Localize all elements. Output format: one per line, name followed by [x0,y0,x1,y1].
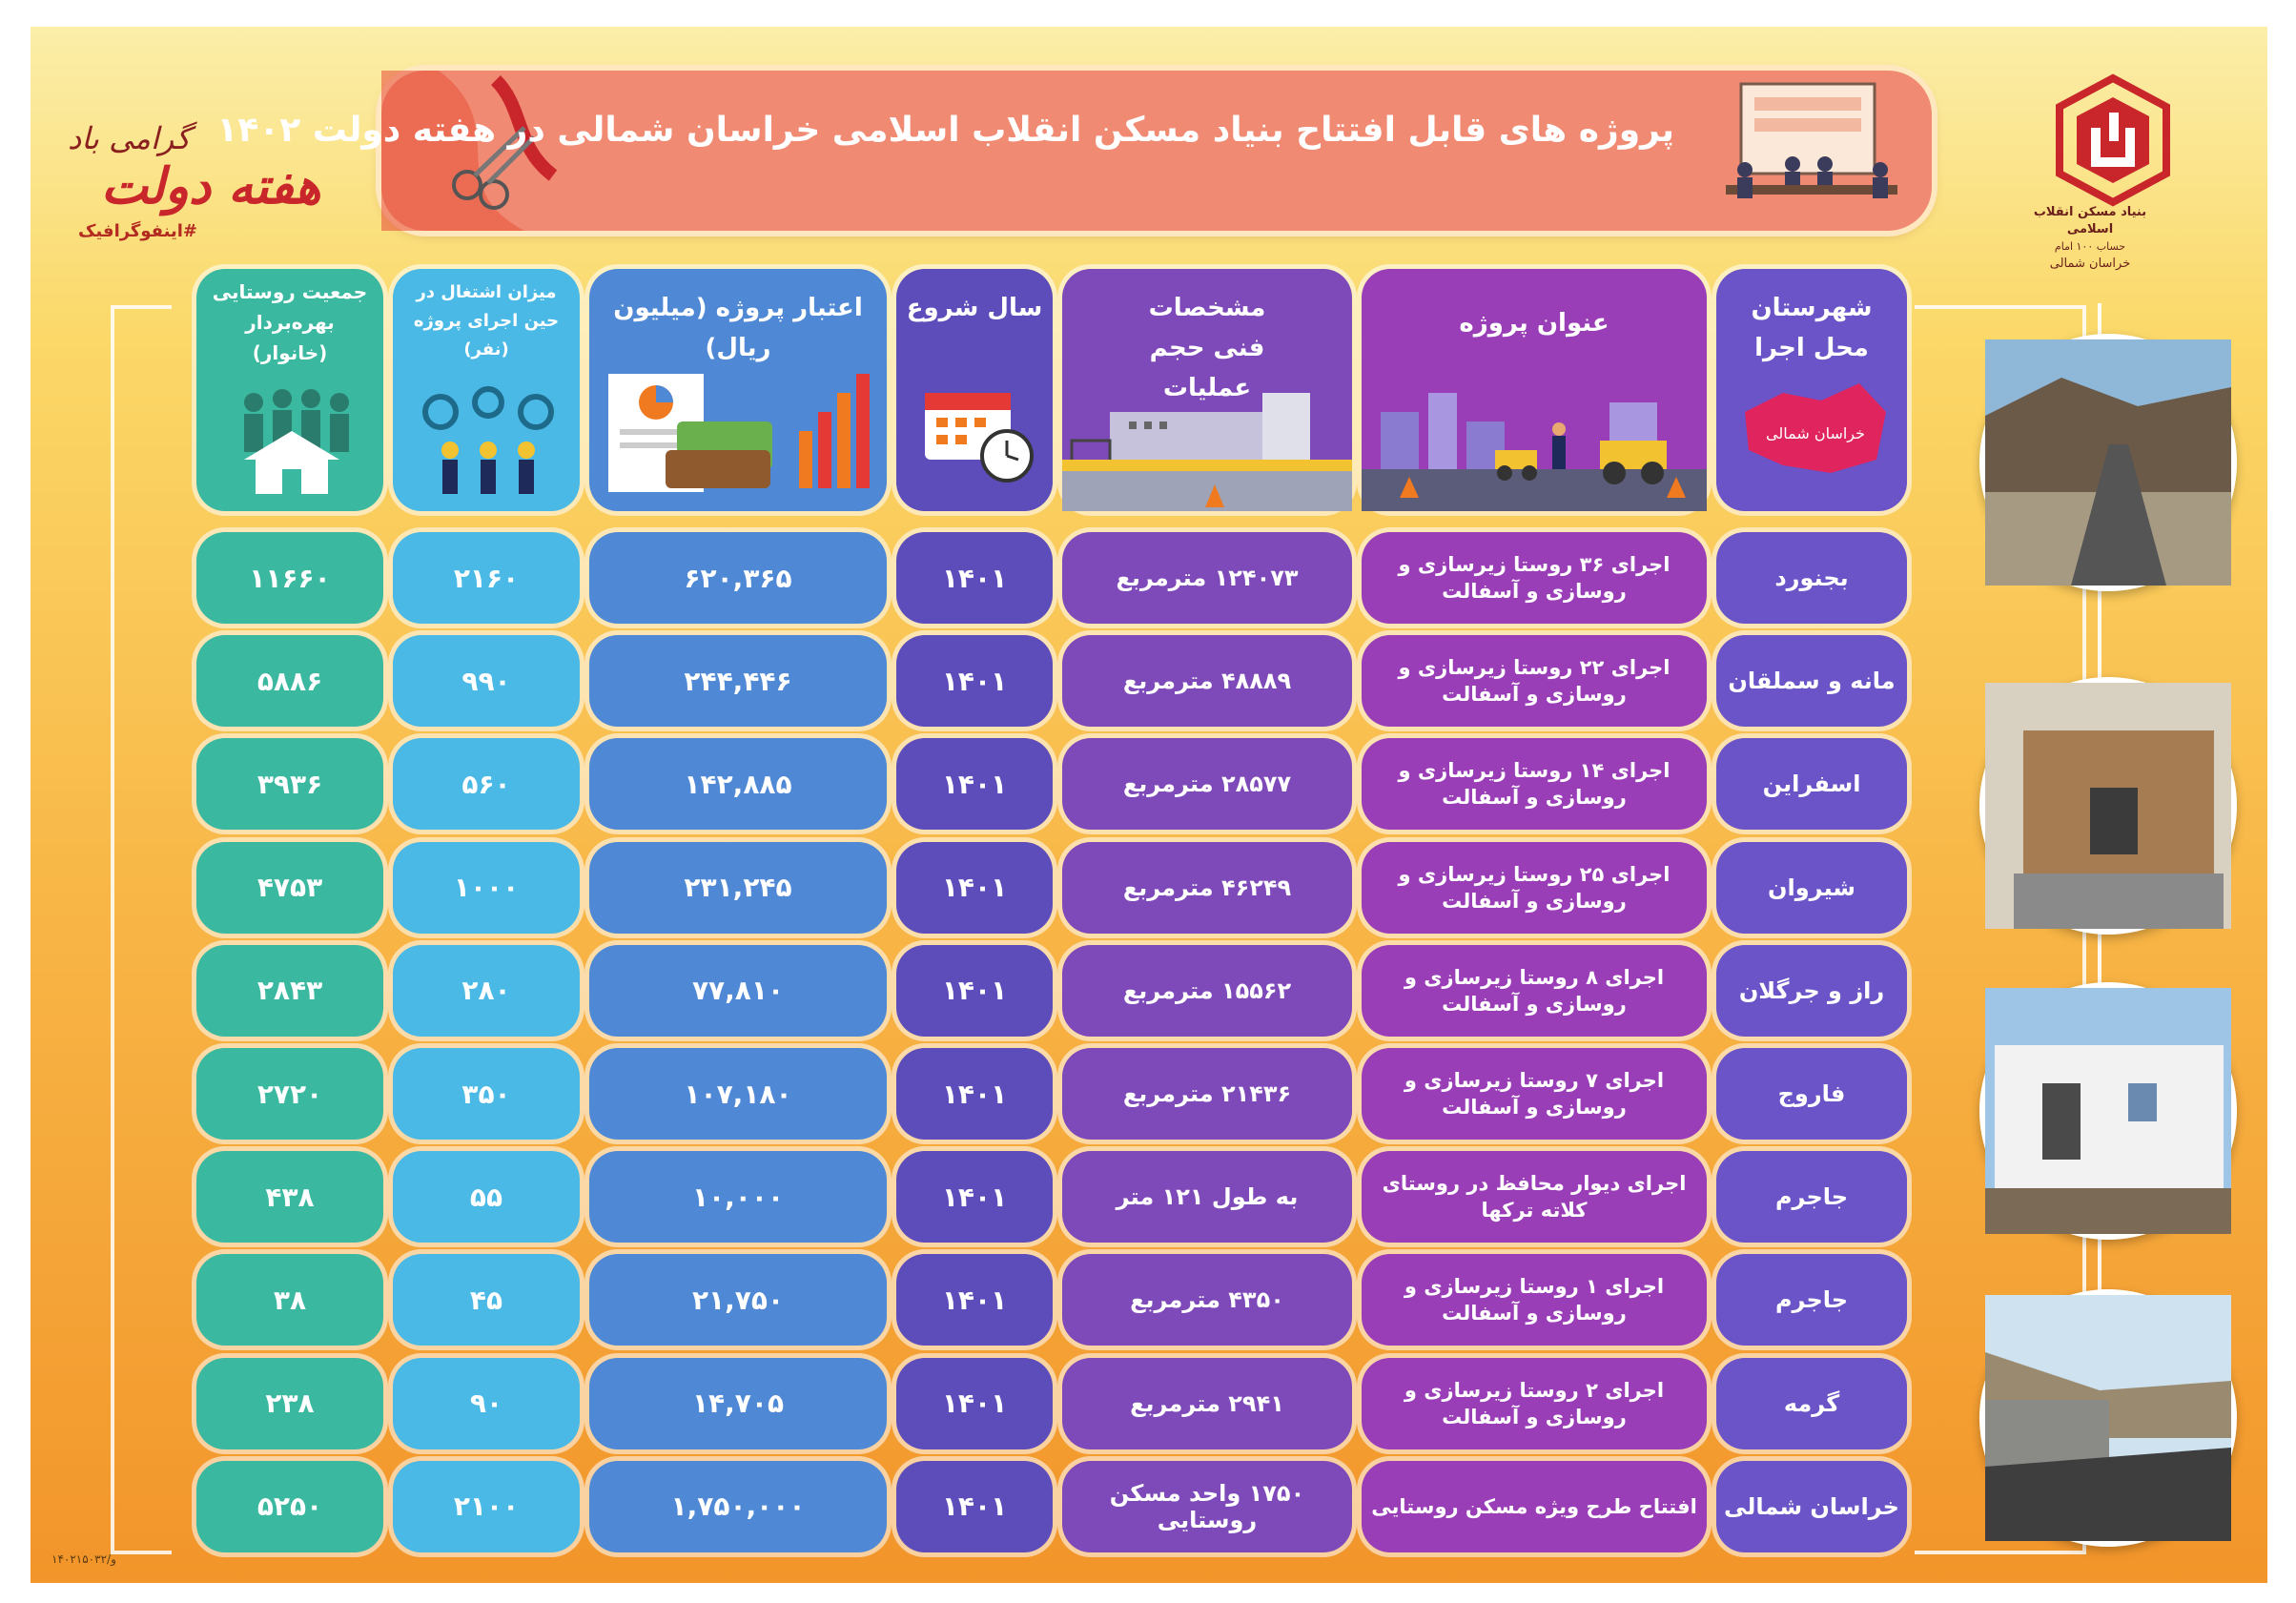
project-title-cell: اجرای ۱ روستا زیرسازی و روسازی و آسفالت [1362,1254,1707,1346]
header-start-year [896,269,1053,511]
project-title-cell: اجرای ۸ روستا زیرسازی و روسازی و آسفالت [1362,945,1707,1037]
road-photo-2 [1979,1289,2237,1547]
city-cell: اسفراین [1716,738,1907,830]
campaign-title: هفته دولت [101,158,321,216]
city-cell: جاجرم [1716,1151,1907,1243]
city-cell: شیروان [1716,842,1907,934]
credit-cell: ۱۰,۰۰۰ [589,1151,887,1243]
money-chart-icon [589,269,887,511]
employment-cell: ۵۵ [393,1151,580,1243]
header-project-title [1362,269,1707,511]
population-cell: ۴۳۸ [196,1151,383,1243]
header-employment [393,269,580,511]
project-title-cell: اجرای دیوار محافظ در روستای کلاته ترکها [1362,1151,1707,1243]
technical-spec-cell: ۱۵۵۶۲ مترمربع [1062,945,1352,1037]
header-technical-spec-label: مشخصات فنی حجم عملیات [1148,294,1266,402]
credit-cell: ۶۲۰,۳۶۵ [589,532,887,624]
population-cell: ۵۸۸۶ [196,635,383,727]
population-cell: ۲۷۲۰ [196,1048,383,1140]
employment-cell: ۴۵ [393,1254,580,1346]
province-map-icon [1716,269,1907,511]
logo-account: حساب ۱۰۰ امام [2054,240,2126,253]
infographic-canvas [31,27,2267,1583]
project-title-cell: اجرای ۱۴ روستا زیرسازی و روسازی و آسفالت [1362,738,1707,830]
credit-cell: ۲۳۱,۲۴۵ [589,842,887,934]
city-cell: بجنورد [1716,532,1907,624]
project-title-cell: اجرای ۲ روستا زیرسازی و روسازی و آسفالت [1362,1358,1707,1449]
city-cell: مانه و سملقان [1716,635,1907,727]
logo-org-name: بنیاد مسکن انقلاب اسلامی [2033,205,2147,236]
technical-spec-cell: ۲۱۴۳۶ مترمربع [1062,1048,1352,1140]
employment-cell: ۹۰ [393,1358,580,1449]
title-banner [216,71,1932,231]
document-code: ۱۴۰۲۱۵۰۳۲/و [51,1552,116,1566]
city-cell: فاروج [1716,1048,1907,1140]
building-site-icon [1062,269,1352,511]
calendar-clock-icon [896,269,1053,511]
white-house-photo [1979,982,2237,1240]
header-start-year-label: سال شروع [906,294,1043,322]
header-city [1716,269,1907,511]
start-year-cell: ۱۴۰۱ [896,842,1053,934]
technical-spec-cell: ۴۸۸۸۹ مترمربع [1062,635,1352,727]
technical-spec-cell: ۲۹۴۱ مترمربع [1062,1358,1352,1449]
project-title-cell: اجرای ۲۵ روستا زیرسازی و روسازی و آسفالت [1362,842,1707,934]
header-employment-label: میزان اشتغال در حین اجرای پروژه (نفر) [413,282,560,360]
meeting-icon [1726,84,1897,198]
start-year-cell: ۱۴۰۱ [896,945,1053,1037]
city-cell: جاجرم [1716,1254,1907,1346]
employment-cell: ۲۱۰۰ [393,1461,580,1552]
start-year-cell: ۱۴۰۱ [896,635,1053,727]
road-photo-1 [1979,334,2237,591]
workers-gears-icon [393,269,580,511]
population-cell: ۵۲۵۰ [196,1461,383,1552]
start-year-cell: ۱۴۰۱ [896,532,1053,624]
city-cell: خراسان شمالی [1716,1461,1907,1552]
technical-spec-cell: ۱۷۵۰ واحد مسکن روستایی [1062,1461,1352,1552]
page-title: پروژه های قابل افتتاح بنیاد مسکن انقلاب اسلامی خراسان شمالی در هفته دولت ۱۴۰۲ [216,111,1674,150]
city-cell: راز و جرگلان [1716,945,1907,1037]
left-bracket-line [111,305,172,1554]
start-year-cell: ۱۴۰۱ [896,738,1053,830]
population-cell: ۳۹۳۶ [196,738,383,830]
credit-cell: ۱۴۲,۸۸۵ [589,738,887,830]
employment-cell: ۹۹۰ [393,635,580,727]
hashtag-label: #اینفوگرافیک [78,221,197,241]
employment-cell: ۵۶۰ [393,738,580,830]
project-title-cell: افتتاح طرح ویژه مسکن روستایی [1362,1461,1707,1552]
project-title-cell: اجرای ۷ روستا زیرسازی و روسازی و آسفالت [1362,1048,1707,1140]
technical-spec-cell: به طول ۱۲۱ متر [1062,1151,1352,1243]
credit-cell: ۲۴۴,۴۴۶ [589,635,887,727]
header-project-title-label: عنوان پروژه [1459,309,1609,338]
logo-province: خراسان شمالی [2049,257,2131,271]
credit-cell: ۲۱,۷۵۰ [589,1254,887,1346]
credit-cell: ۱۰۷,۱۸۰ [589,1048,887,1140]
start-year-cell: ۱۴۰۱ [896,1358,1053,1449]
technical-spec-cell: ۴۶۲۴۹ مترمربع [1062,842,1352,934]
technical-spec-cell: ۲۸۵۷۷ مترمربع [1062,738,1352,830]
technical-spec-cell: ۱۲۴۰۷۳ مترمربع [1062,532,1352,624]
families-house-icon [196,269,383,511]
banner-decoration [381,71,1932,231]
credit-cell: ۱۴,۷۰۵ [589,1358,887,1449]
start-year-cell: ۱۴۰۱ [896,1461,1053,1552]
campaign-subtitle: گرامی باد [68,120,191,156]
logo-caption [2023,204,2157,273]
population-cell: ۳۸ [196,1254,383,1346]
credit-cell: ۱,۷۵۰,۰۰۰ [589,1461,887,1552]
start-year-cell: ۱۴۰۱ [896,1254,1053,1346]
credit-cell: ۷۷,۸۱۰ [589,945,887,1037]
header-project-credit-label: اعتبار پروژه (میلیون ریال) [613,294,863,362]
population-cell: ۱۱۶۶۰ [196,532,383,624]
employment-cell: ۱۰۰۰ [393,842,580,934]
header-population-label: جمعیت روستایی بهره‌بردار (خانوار) [212,280,368,364]
bonyad-maskan-logo-icon [2054,74,2172,208]
employment-cell: ۲۱۶۰ [393,532,580,624]
employment-cell: ۲۸۰ [393,945,580,1037]
province-map-label: خراسان شمالی [1765,424,1866,442]
header-project-credit [589,269,887,511]
population-cell: ۴۷۵۳ [196,842,383,934]
population-cell: ۲۸۴۳ [196,945,383,1037]
house-construction-photo [1979,677,2237,935]
project-title-cell: اجرای ۲۲ روستا زیرسازی و روسازی و آسفالت [1362,635,1707,727]
header-city-label: شهرستان محل اجرا [1751,294,1873,362]
header-population [196,269,383,511]
project-title-cell: اجرای ۳۶ روستا زیرسازی و روسازی و آسفالت [1362,532,1707,624]
employment-cell: ۳۵۰ [393,1048,580,1140]
start-year-cell: ۱۴۰۱ [896,1048,1053,1140]
header-technical-spec [1062,269,1352,511]
campaign-logo [63,82,349,235]
city-cell: گرمه [1716,1358,1907,1449]
technical-spec-cell: ۴۳۵۰ مترمربع [1062,1254,1352,1346]
start-year-cell: ۱۴۰۱ [896,1151,1053,1243]
construction-icon [1362,269,1707,511]
population-cell: ۲۳۸ [196,1358,383,1449]
